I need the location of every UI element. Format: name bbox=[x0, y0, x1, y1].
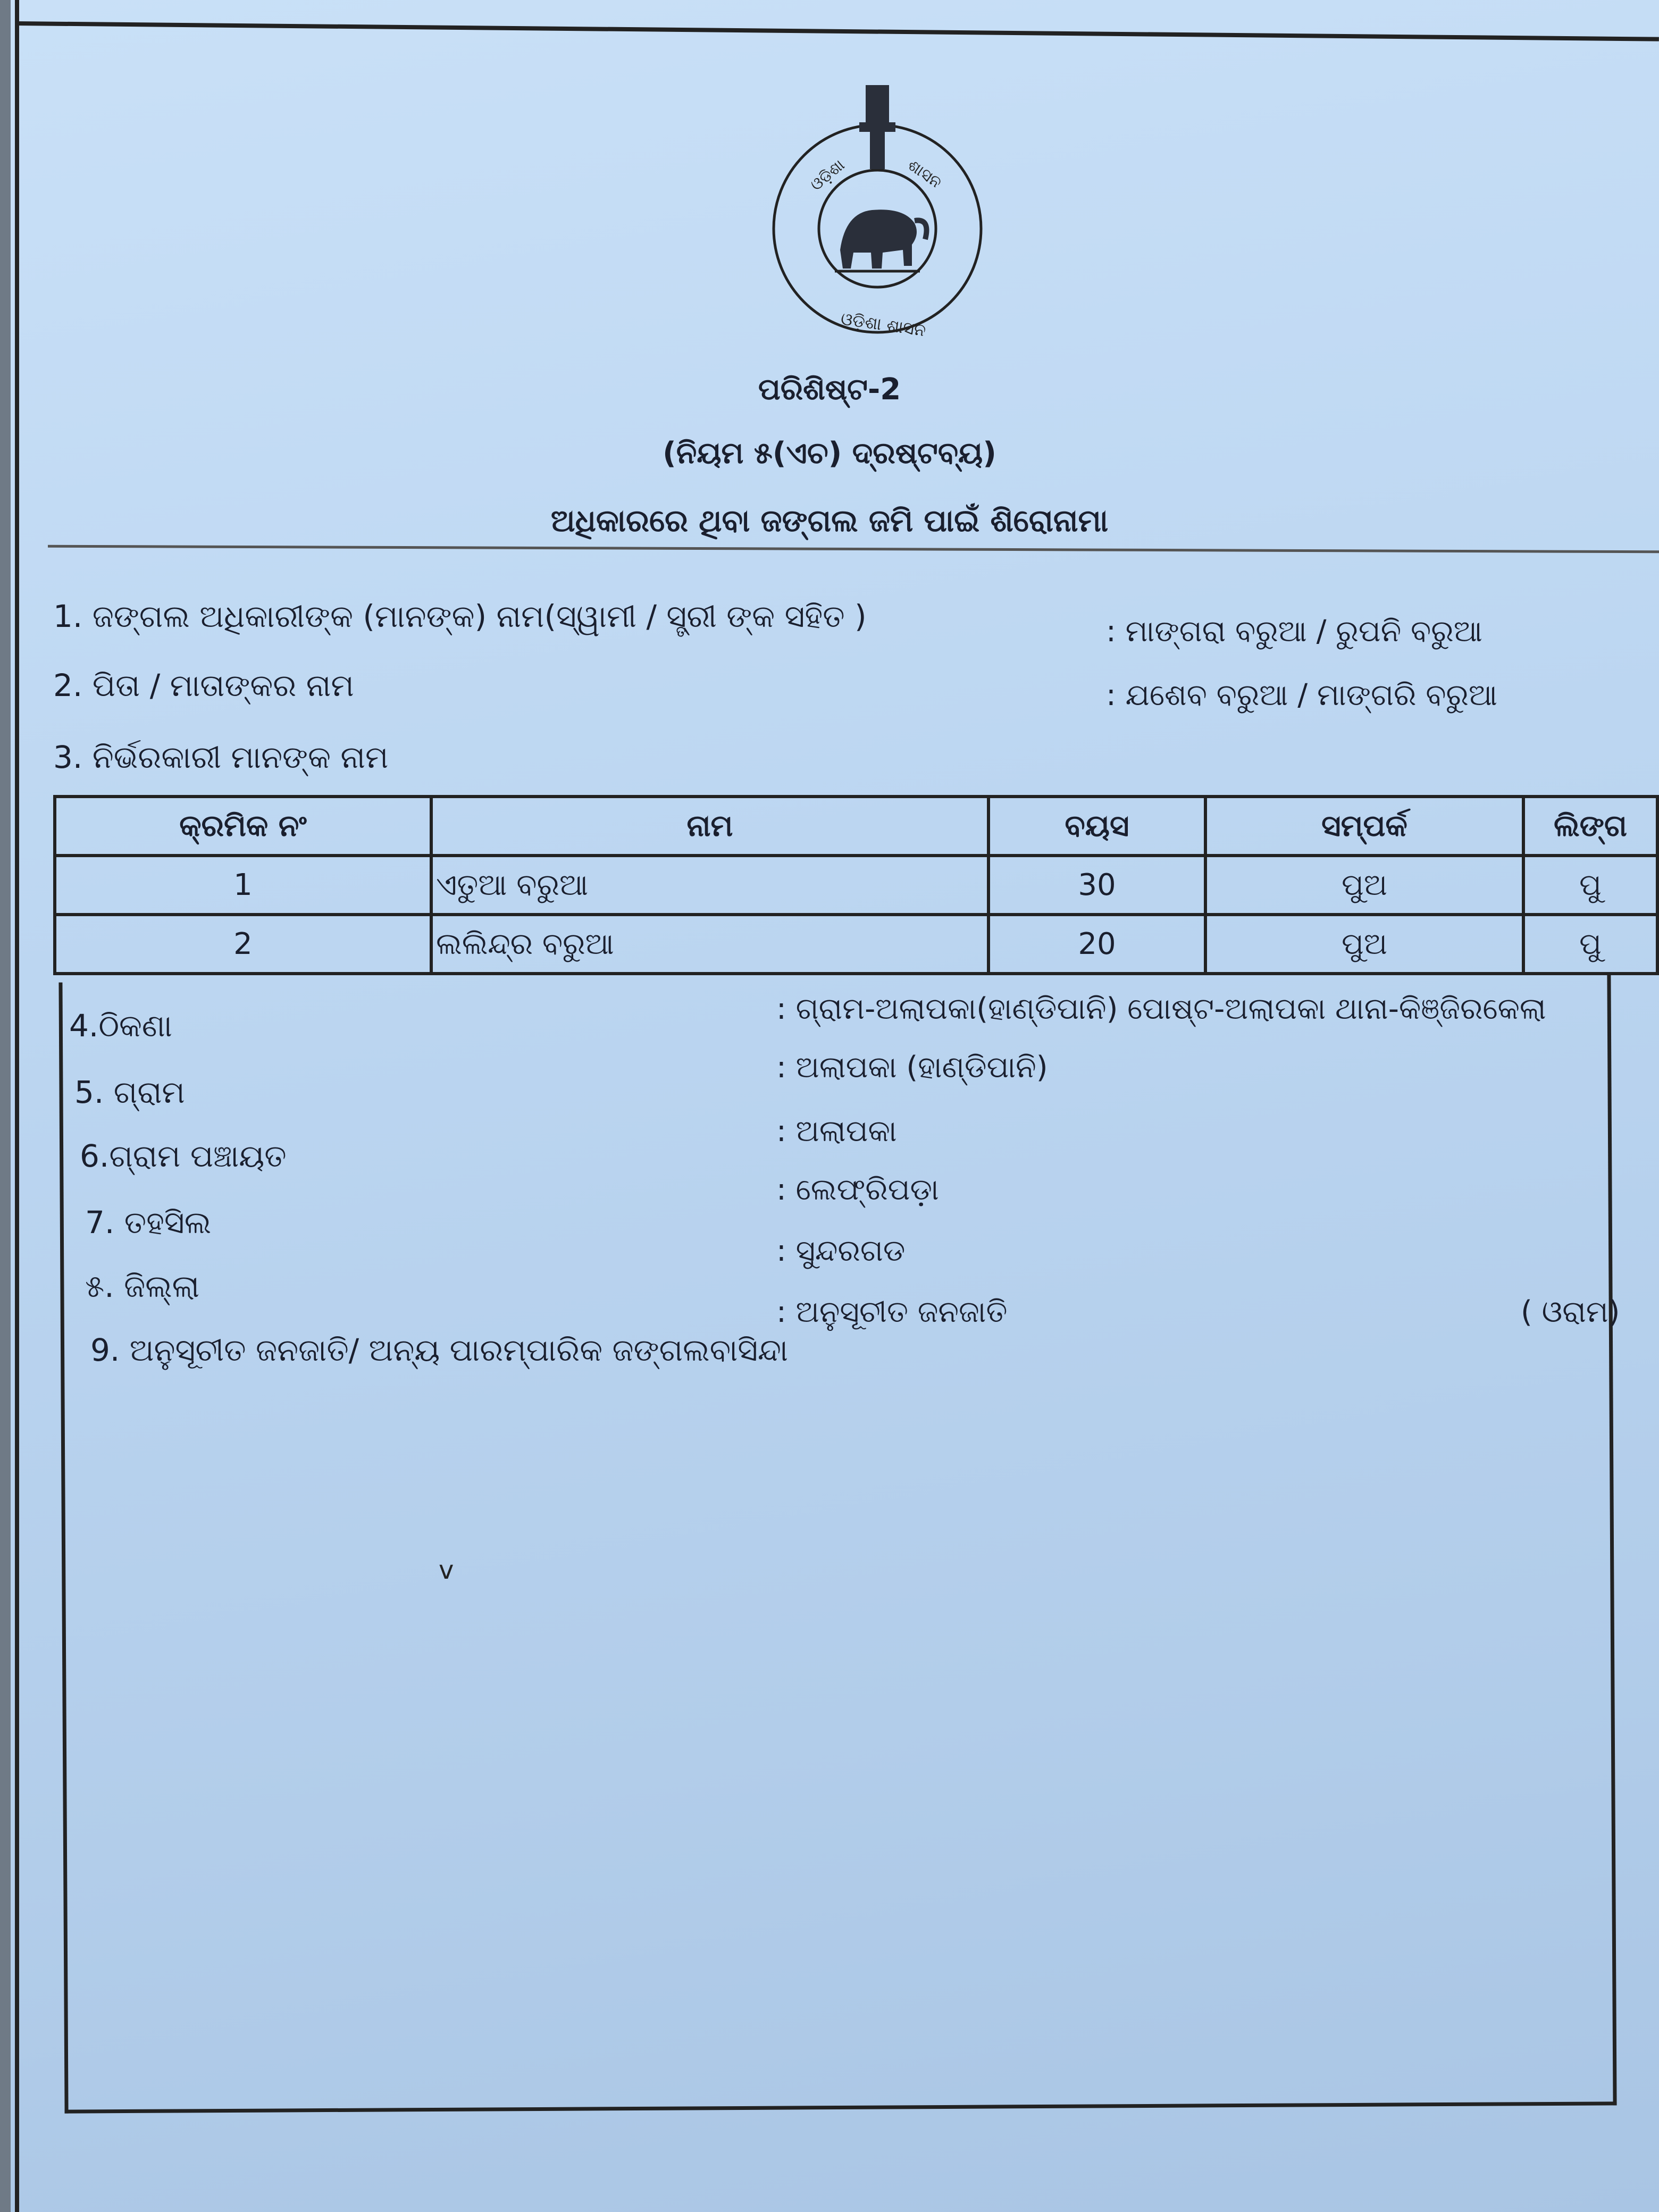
cell-name: ଏତୁଆ ବରୁଆ bbox=[431, 856, 988, 915]
svg-text:ଶାସନ: ଶାସନ bbox=[904, 155, 945, 192]
cell-age: 30 bbox=[988, 856, 1205, 915]
col-serial: କ୍ରମିକ ନଂ bbox=[55, 797, 431, 856]
odisha-government-seal bbox=[766, 74, 989, 340]
field-owner-value: : ମାଙ୍ଗରା ବରୁଆ / ରୁପନି ବରୁଆ bbox=[1106, 614, 1482, 649]
field-village-value: : ଅଲାପକା (ହାଣ୍ଡିପାନି) bbox=[776, 1050, 1048, 1085]
table-row bbox=[55, 856, 1657, 915]
cell-gender: ପୁ bbox=[1523, 915, 1657, 974]
tick-mark: v bbox=[439, 1555, 454, 1585]
field-district-label: ୫. ଜିଲ୍ଲା bbox=[85, 1268, 200, 1304]
svg-text:ଓଡ଼ିଶା ଶାସନ: ଓଡ଼ିଶା ଶାସନ bbox=[839, 308, 927, 340]
field-panchayat-label: 6.ଗ୍ରାମ ପଞ୍ଚାୟତ bbox=[80, 1138, 287, 1174]
document-heading: ଅଧିକାରରେ ଥିବା ଜଙ୍ଗଲ ଜମି ପାଇଁ ଶିରୋନାମା bbox=[550, 502, 1109, 539]
cell-relation: ପୁଅ bbox=[1205, 915, 1523, 974]
field-tehsil-value: : ଲେଫ୍ରିପଡ଼ା bbox=[776, 1172, 939, 1207]
cell-serial: 1 bbox=[55, 856, 431, 915]
field-tribe-label: 9. ଅନୁସୂଚୀତ ଜନଜାତି/ ଅନ୍ୟ ପାରମ୍ପାରିକ ଜଙ୍ଗଲବାସିନ୍ଦା bbox=[90, 1332, 789, 1368]
field-dependents-label: 3. ନିର୍ଭରକାରୀ ମାନଙ୍କ ନାମ bbox=[53, 739, 389, 775]
field-owner-label: 1. ଜଙ୍ଗଲ ଅଧିକାରୀଙ୍କ (ମାନଙ୍କ) ନାମ(ସ୍ୱାମୀ / ସ୍ତ୍ରୀ ଙ୍କ ସହିତ ) bbox=[53, 598, 867, 634]
table-header-row bbox=[55, 797, 1657, 856]
document-subtitle: (ନିୟମ ୫(ଏଚ) ଦ୍ରଷ୍ଟବ୍ୟ) bbox=[663, 436, 996, 471]
field-tehsil-label: 7. ତହସିଲ bbox=[85, 1204, 212, 1241]
cell-name: ଲଲିନ୍ଦ୍ର ବରୁଆ bbox=[431, 915, 988, 974]
cell-serial: 2 bbox=[55, 915, 431, 974]
field-tribe-value: : ଅନୁସୂଚୀତ ଜନଜାତି bbox=[776, 1295, 1008, 1329]
col-relation: ସମ୍ପର୍କ bbox=[1205, 797, 1523, 856]
seal-text-top: ଓଡ଼ିଶା bbox=[807, 155, 849, 195]
field-address-label: 4.ଠିକଣା bbox=[69, 1008, 172, 1044]
field-panchayat-value: : ଅଲାପକା bbox=[776, 1114, 897, 1149]
col-age: ବୟସ bbox=[988, 797, 1205, 856]
page-border-left bbox=[15, 0, 19, 2212]
field-district-value: : ସୁନ୍ଦରଗଡ bbox=[776, 1234, 906, 1268]
field-parent-label: 2. ପିତା / ମାତାଙ୍କର ନାମ bbox=[53, 667, 354, 703]
cell-gender: ପୁ bbox=[1523, 856, 1657, 915]
field-tribe-extra: ( ଓରାମ) bbox=[1521, 1295, 1620, 1329]
dependents-table bbox=[53, 795, 1659, 975]
cell-relation: ପୁଅ bbox=[1205, 856, 1523, 915]
field-address-value: : ଗ୍ରାମ-ଅଲାପକା(ହାଣ୍ଡିପାନି) ପୋଷ୍ଟ-ଅଲାପକା ଥାନା-କିଞ୍ଜିରକେଲା bbox=[776, 992, 1546, 1026]
field-village-label: 5. ଗ୍ରାମ bbox=[74, 1074, 185, 1110]
col-name: ନାମ bbox=[431, 797, 988, 856]
table-row bbox=[55, 915, 1657, 974]
col-gender: ଲିଙ୍ଗ bbox=[1523, 797, 1657, 856]
field-parent-value: : ଯଶେବ ବରୁଆ / ମାଙ୍ଗରି ବରୁଆ bbox=[1106, 678, 1498, 713]
cell-age: 20 bbox=[988, 915, 1205, 974]
document-title: ପରିଶିଷ୍ଟ-2 bbox=[758, 372, 901, 407]
